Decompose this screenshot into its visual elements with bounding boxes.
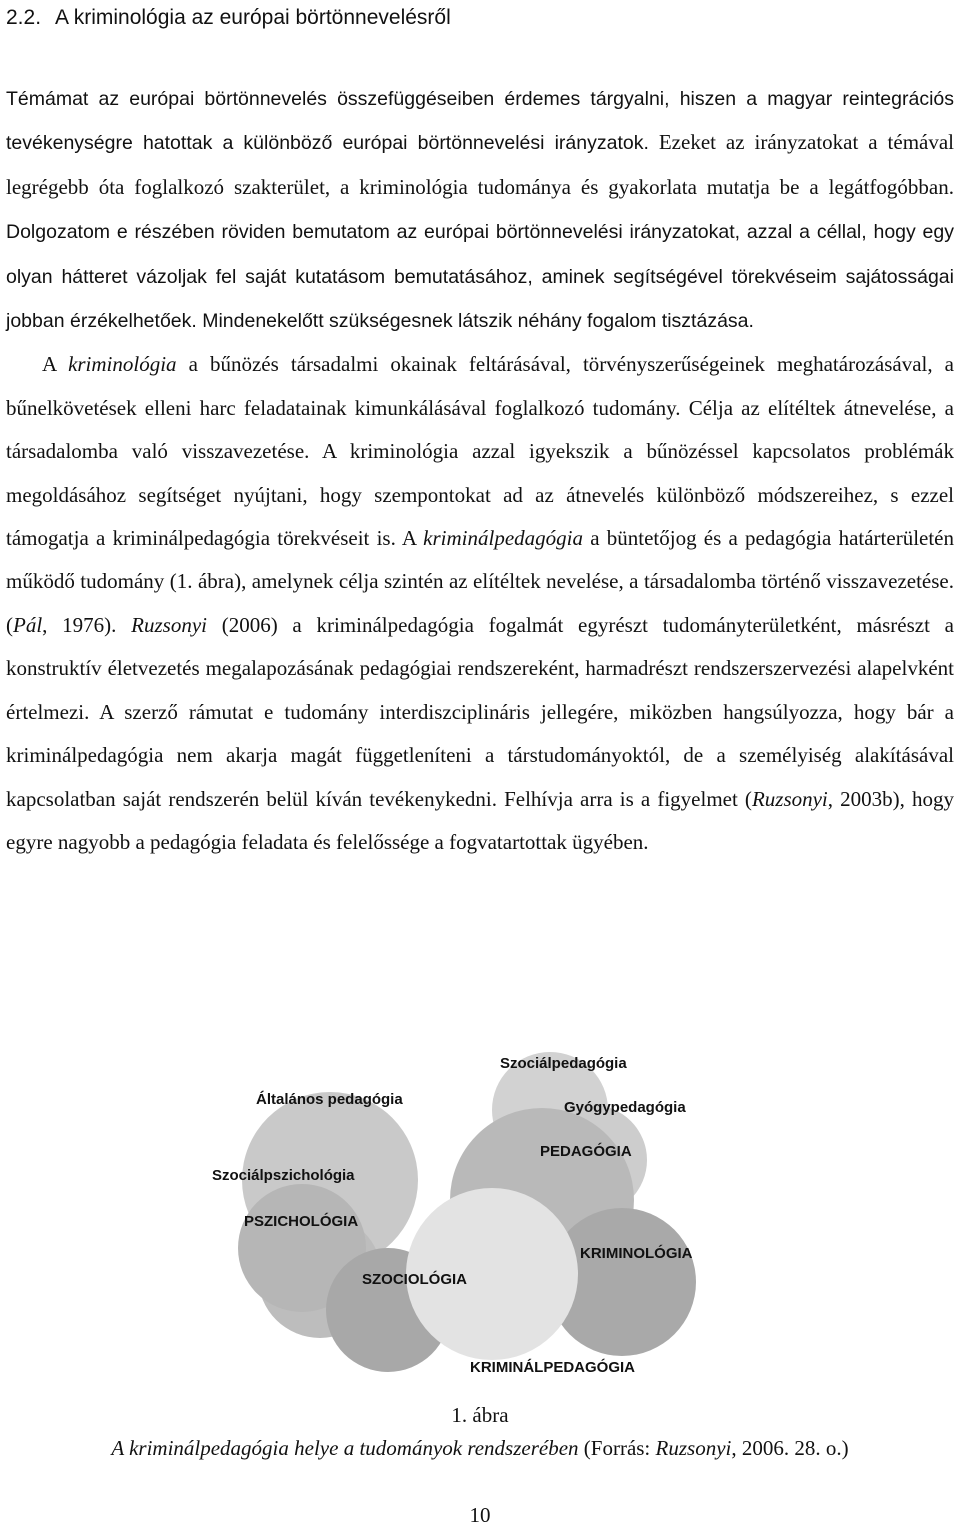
label-gyogypedagogia: Gyógypedagógia [564, 1099, 686, 1116]
citation-author-pal: Pál [13, 612, 43, 637]
paragraph-2 [6, 343, 954, 864]
paragraph-2-text: a bűnözés társadalmi okainak feltárásával, törvényszerűségeinek meghatározásával, a bűnelkövetések elleni harc feladatainak kimunkálásával foglalkozó tudomány. Célja az elítéltek átnevelése, a társadalomba való visszavezetése. A kriminológia azzal igyekszik a bűnözéssel kapcsolatos problémák megoldásához segítséget nyújtani, hogy szempontokat ad az átnevelés különböző módszereihez, s ezzel támogatja a kriminálpedagógia törekvéseit is. A [6, 352, 954, 551]
figure-number: 1. ábra [451, 1403, 509, 1427]
section-heading [6, 0, 451, 36]
section-title: A kriminológia az európai börtönnevelésről [55, 6, 451, 29]
venn-diagram [190, 1040, 730, 1390]
label-pszichologia: PSZICHOLÓGIA [244, 1213, 359, 1230]
figure-venn-diagram [190, 1040, 730, 1390]
paragraph-1-part-1: Témámat az európai börtönnevelés összefüggéseiben érdemes tárgyalni, hiszen a magyar reintegrációs tevékenységre hatottak a különböző európai börtönnevelési irányzatok. [6, 88, 954, 155]
paragraph-2-text: (2006) a kriminálpedagógia fogalmát egyrészt tudományterületként, másrészt a konstruktív életvezetés megalapozásának pedagógiai rendszereként, harmadrészt rendszerszervezési alapelvként értelmezi. A szerző rámutat e tudomány interdiszciplináris jellegére, miközben hangsúlyozza, hogy bár a kriminálpedagógia nem akarja magát függetleníteni a társtudományoktól, de a személyiség alakításával kapcsolatban saját rendszerén belül kíván tevékenykedni. Felhívja arra is a figyelmet ( [6, 612, 954, 811]
figure-caption [0, 1433, 960, 1463]
citation-author-ruzsonyi: Ruzsonyi [751, 786, 828, 811]
label-szociologia: SZOCIOLÓGIA [362, 1271, 467, 1288]
paragraph-1-part-3: Dolgozatom e részében röviden bemutatom az európai börtönnevelési irányzatokat, azzal a céllal, hogy egy olyan hátteret vázoljak fel saját kutatásom bemutatásához, aminek segítségével törekvéseim sajátosságai jobban érzékelhetőek. Mindenekelőtt szükségesnek látszik néhány fogalom tisztázása. [6, 221, 954, 333]
paragraph-2-text: , 2003b), hogy egyre nagyobb a pedagógia feladata és felelőssége a fogvatartottak ügyében. [6, 786, 954, 854]
label-kriminologia: KRIMINOLÓGIA [580, 1245, 693, 1262]
figure-caption-source-suffix: , 2006. 28. o.) [731, 1436, 849, 1460]
page-number: 10 [469, 1503, 491, 1527]
label-szocialpedagogia: Szociálpedagógia [500, 1055, 627, 1072]
label-altalanos-pedagogia: Általános pedagógia [256, 1091, 403, 1108]
paragraph-2-text: , 1976). [42, 612, 132, 637]
label-pedagogia: PEDAGÓGIA [540, 1143, 632, 1160]
section-number: 2.2. [6, 6, 42, 29]
label-kriminalpedagogia: KRIMINÁLPEDAGÓGIA [470, 1359, 635, 1376]
body-text [6, 77, 954, 864]
term-kriminalpedagogia: kriminálpedagógia [423, 526, 583, 551]
figure-caption-source-author: Ruzsonyi [655, 1436, 732, 1460]
paragraph-2-text: a büntetőjog és a pedagógia határterületén működő tudomány (1. ábra), amelynek célja szintén az elítéltek nevelése, a társadalomba történő visszavezetése. ( [6, 526, 955, 637]
paragraph-1-part-2: Ezeket az irányzatokat a témával legrégebb óta foglalkozó szakterület, a kriminológia tudománya és gyakorlata mutatja be a legátfogóbban. [6, 130, 955, 199]
paragraph-2-text: A [42, 352, 69, 377]
paragraph-1 [6, 77, 954, 343]
figure-caption-source-prefix: (Forrás: [578, 1436, 656, 1460]
label-szocialpszichologia: Szociálpszichológia [212, 1167, 355, 1184]
citation-author-ruzsonyi: Ruzsonyi [131, 612, 207, 637]
term-kriminologia: kriminológia [68, 352, 177, 377]
figure-caption-title: A kriminálpedagógia helye a tudományok rendszerében [111, 1436, 579, 1460]
